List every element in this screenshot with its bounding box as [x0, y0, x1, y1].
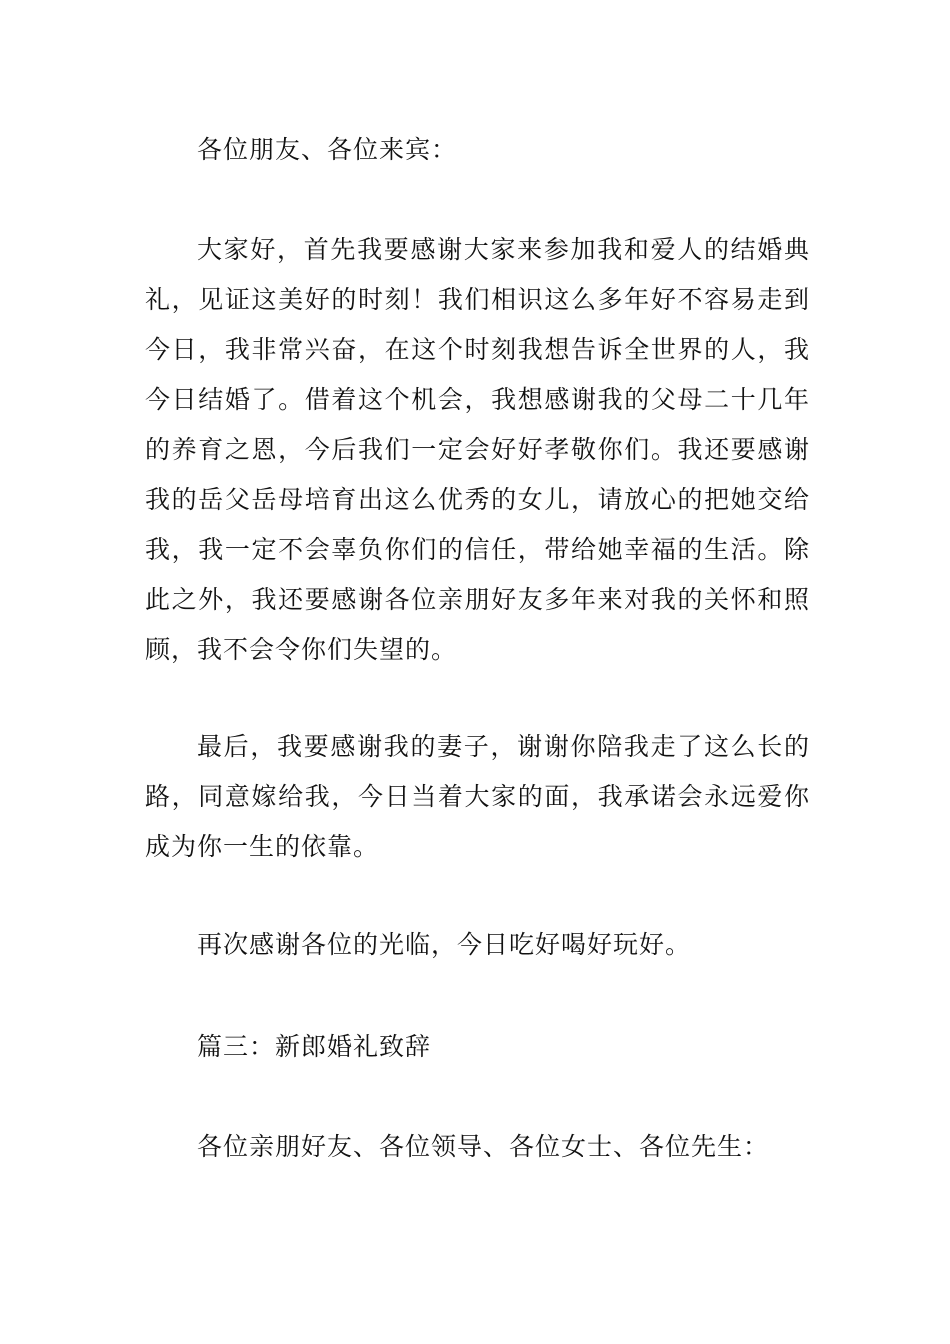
section-heading: 篇三：新郎婚礼致辞 [197, 1032, 432, 1061]
thanks-paragraph: 大家好，首先我要感谢大家来参加我和爱人的结婚典礼，见证这美好的时刻！我们相识这么多年好不容易走到今日，我非常兴奋，在这个时刻我想告诉全世界的人，我今日结婚了。借着这个机会，我想感谢我的父母二十几年的养育之恩，今后我们一定会好好孝敬你们。我还要感谢我的岳父岳母培育出这么优秀的女儿，请放心的把她交给我，我一定不会辜负你们的信任，带给她幸福的生活。除此之外，我还要感谢各位亲朋好友多年来对我的关怀和照顾，我不会令你们失望的。 [145, 235, 810, 664]
wife-paragraph: 最后，我要感谢我的妻子，谢谢你陪我走了这么长的路，同意嫁给我，今日当着大家的面，我承诺会永远爱你成为你一生的依靠。 [145, 732, 810, 861]
second-salutation-paragraph: 各位亲朋好友、各位领导、各位女士、各位先生： [197, 1132, 770, 1161]
salutation-paragraph: 各位朋友、各位来宾： [197, 135, 458, 164]
closing-paragraph: 再次感谢各位的光临，今日吃好喝好玩好。 [197, 930, 692, 959]
